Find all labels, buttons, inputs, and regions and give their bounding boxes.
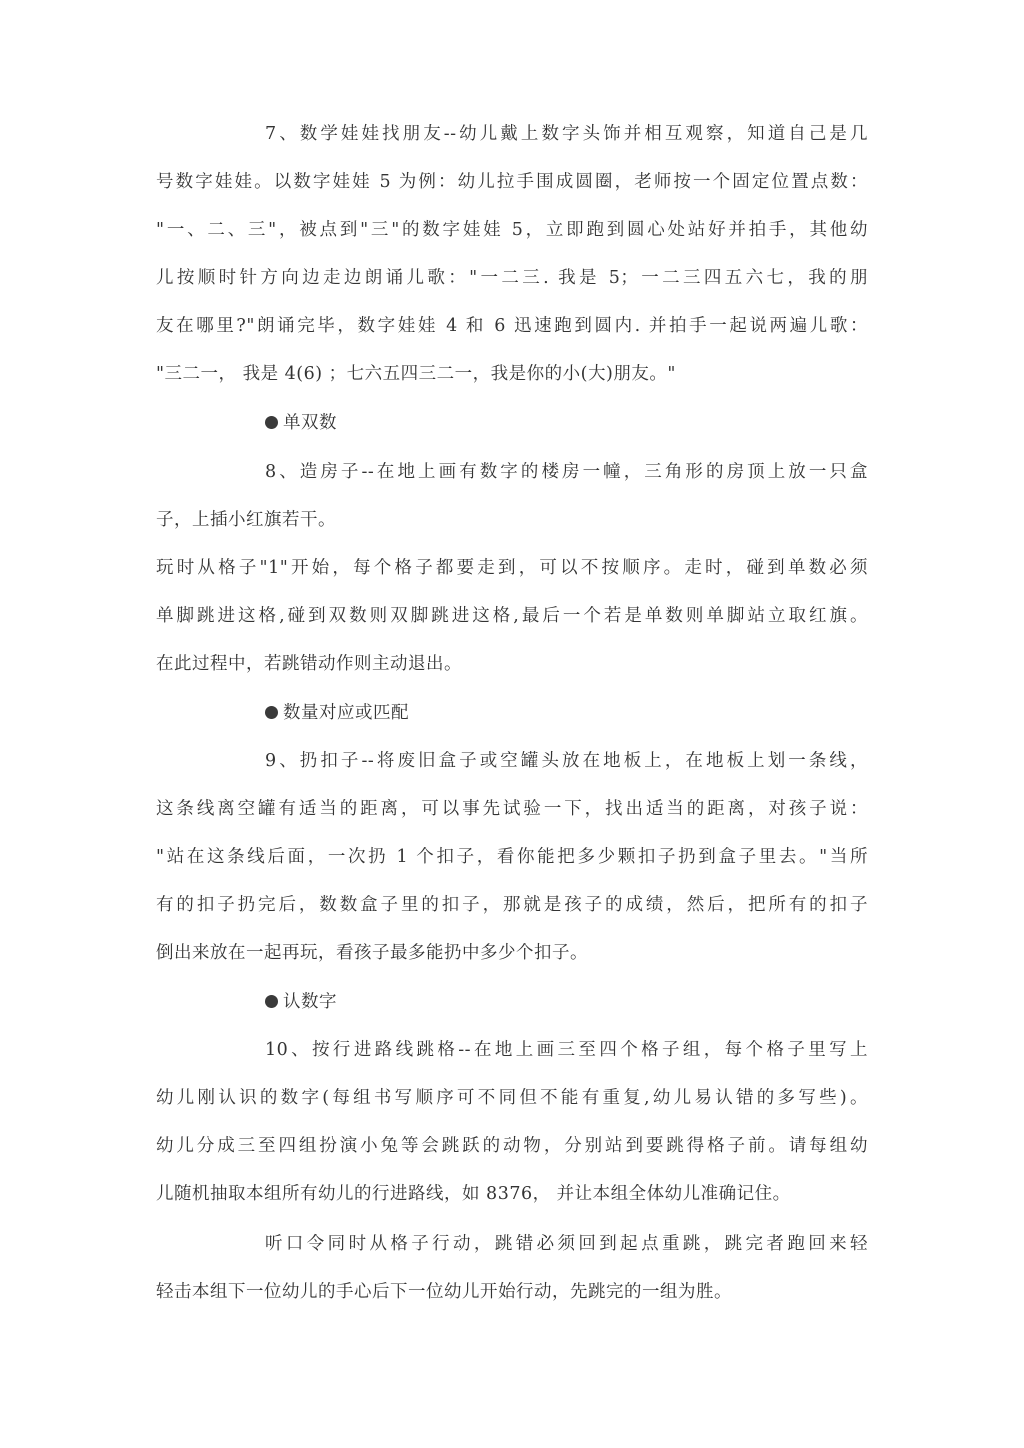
paragraph-line: 子，上插小红旗若干。	[156, 510, 336, 530]
paragraph-line: 号数字娃娃。以数字娃娃 5 为例：幼儿拉手围成圆圈，老师按一个固定位置点数：	[156, 172, 868, 192]
section-heading-recognize-numbers	[265, 987, 337, 1017]
paragraph-line: 儿随机抽取本组所有幼儿的行进路线，如 8376， 并让本组全体幼儿准确记住。	[156, 1184, 791, 1204]
paragraph-line: 友在哪里?"朗诵完毕，数字娃娃 4 和 6 迅速跑到圆内. 并拍手一起说两遍儿歌：	[156, 316, 868, 336]
paragraph-line: "三二一， 我是 4(6) ；七六五四三二一，我是你的小(大)朋友。"	[156, 364, 676, 384]
paragraph-line: 倒出来放在一起再玩，看孩子最多能扔中多少个扣子。	[156, 943, 588, 963]
paragraph-line: 在此过程中，若跳错动作则主动退出。	[156, 654, 462, 674]
paragraph-line: 听口令同时从格子行动，跳错必须回到起点重跳，跳完者跑回来轻	[265, 1234, 868, 1254]
paragraph-line: 单脚跳进这格,碰到双数则双脚跳进这格,最后一个若是单数则单脚站立取红旗。	[156, 606, 868, 626]
paragraph-line: 7、数学娃娃找朋友--幼儿戴上数字头饰并相互观察，知道自己是几	[265, 124, 868, 144]
bullet-icon	[265, 416, 278, 429]
bullet-icon	[265, 706, 278, 719]
section-heading-text: 数量对应或匹配	[283, 703, 409, 723]
paragraph-line: 轻击本组下一位幼儿的手心后下一位幼儿开始行动，先跳完的一组为胜。	[156, 1282, 732, 1302]
paragraph-line: 幼儿刚认识的数字(每组书写顺序可不同但不能有重复,幼儿易认错的多写些)。	[156, 1088, 868, 1108]
paragraph-line: 有的扣子扔完后，数数盒子里的扣子，那就是孩子的成绩，然后，把所有的扣子	[156, 895, 868, 915]
bullet-icon	[265, 995, 278, 1008]
paragraph-line: 儿按顺时针方向边走边朗诵儿歌："一二三. 我是 5；一二三四五六七，我的朋	[156, 268, 868, 288]
section-heading-quantity-matching	[265, 698, 409, 728]
paragraph-line: "一、二、三"，被点到"三"的数字娃娃 5，立即跑到圆心处站好并拍手，其他幼	[156, 220, 868, 240]
section-heading-odd-even	[265, 408, 337, 438]
paragraph-line: "站在这条线后面，一次扔 1 个扣子，看你能把多少颗扣子扔到盒子里去。"当所	[156, 847, 868, 867]
paragraph-line: 8、造房子--在地上画有数字的楼房一幢，三角形的房顶上放一只盒	[265, 462, 868, 482]
paragraph-line: 玩时从格子"1"开始，每个格子都要走到，可以不按顺序。走时，碰到单数必须	[156, 558, 868, 578]
paragraph-line: 这条线离空罐有适当的距离，可以事先试验一下，找出适当的距离，对孩子说：	[156, 799, 868, 819]
paragraph-line: 9、扔扣子--将废旧盒子或空罐头放在地板上，在地板上划一条线，	[265, 751, 868, 771]
section-heading-text: 认数字	[283, 992, 337, 1012]
paragraph-line: 幼儿分成三至四组扮演小兔等会跳跃的动物，分别站到要跳得格子前。请每组幼	[156, 1136, 868, 1156]
paragraph-line: 10、按行进路线跳格--在地上画三至四个格子组，每个格子里写上	[265, 1040, 868, 1060]
section-heading-text: 单双数	[283, 413, 337, 433]
